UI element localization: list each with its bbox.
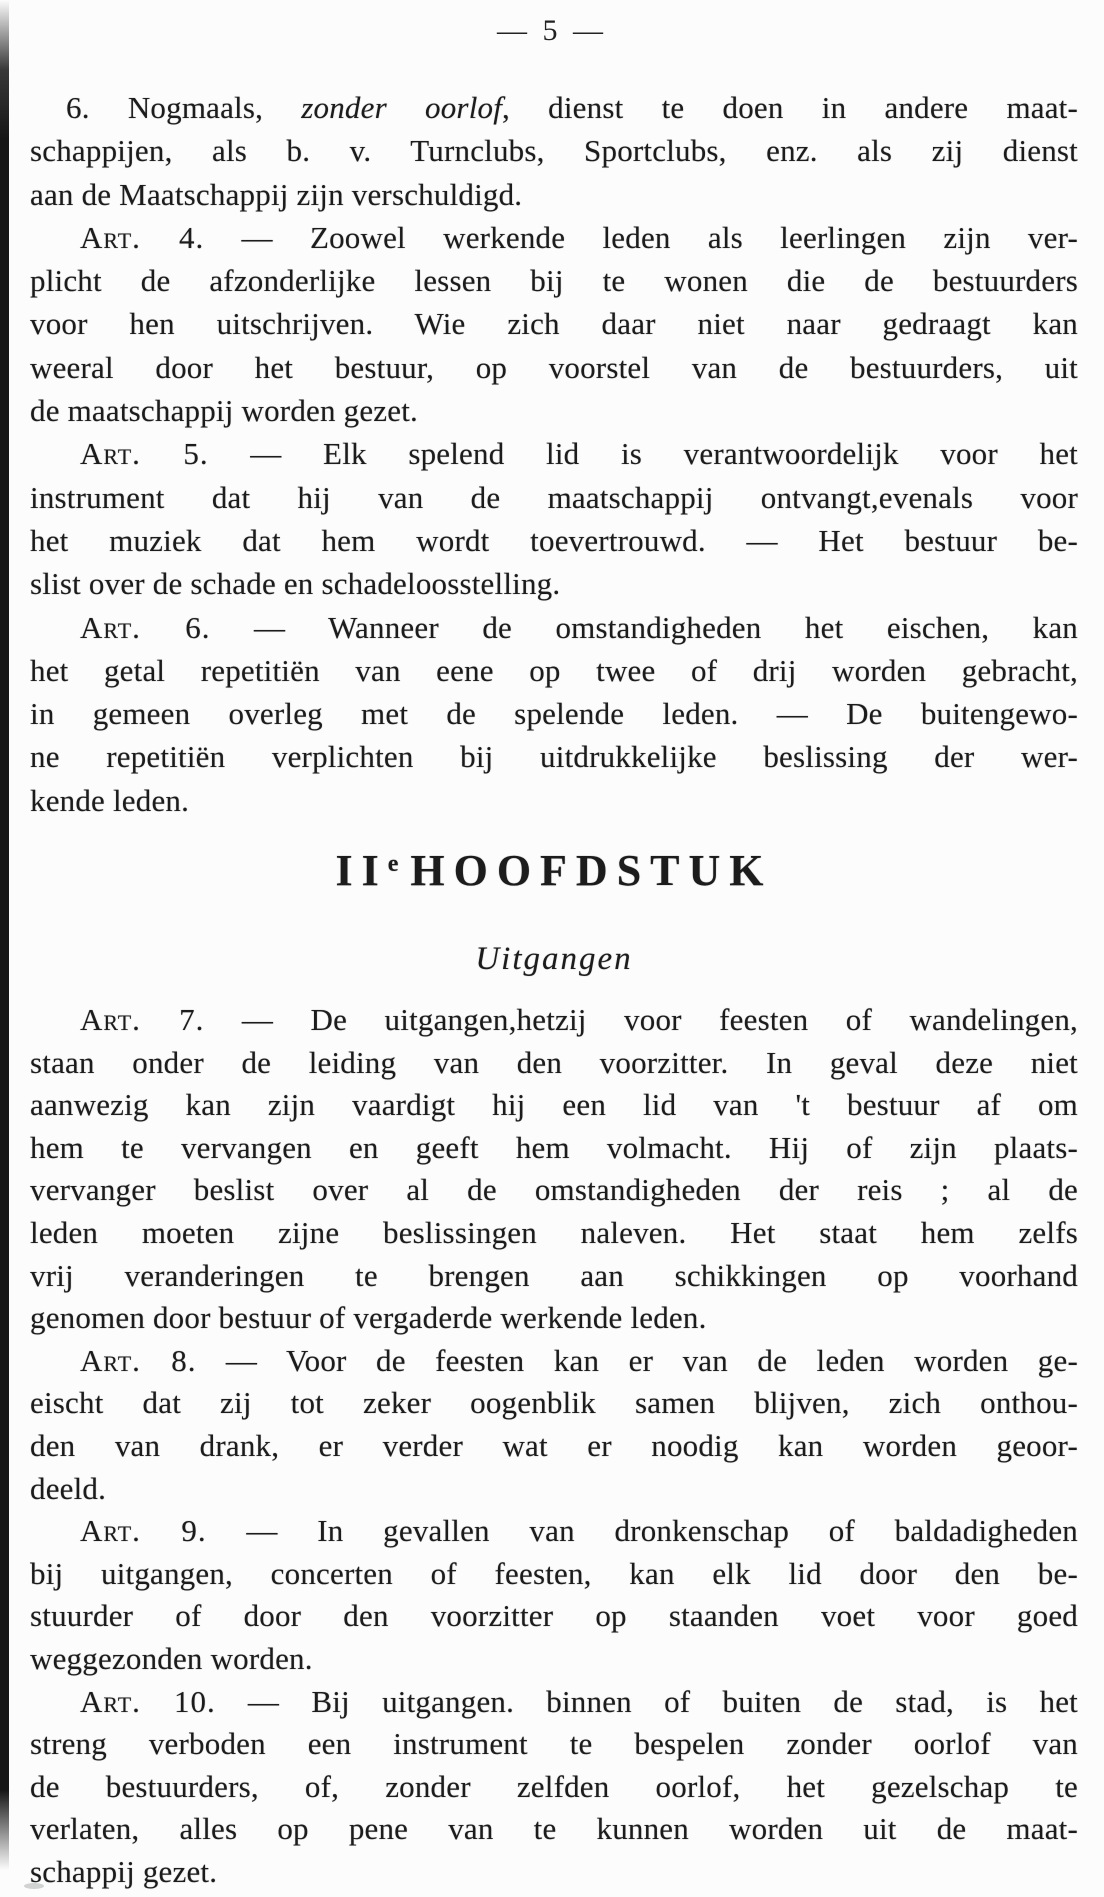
text-line: den van drank, er verder wat er noodig kan worden geoor- — [30, 1427, 1078, 1463]
section-uitgangen — [30, 999, 1078, 1893]
text-line: verlaten, alles op pene van te kunnen worden uit de maat- — [30, 1811, 1078, 1847]
chapter-subtitle: Uitgangen — [475, 941, 633, 978]
text-line: schappijen, als b. v. Turnclubs, Sportclubs, enz. als zij dienst — [30, 133, 1078, 169]
text-line: stuurder of door den voorzitter op staanden voet voor goed — [30, 1598, 1078, 1634]
text-line: plicht de afzonderlijke lessen bij te wonen die de bestuurders — [30, 263, 1078, 299]
text-line: streng verboden een instrument te bespelen zonder oorlof van — [30, 1726, 1078, 1762]
text-line: de maatschappij worden gezet. — [30, 393, 418, 429]
text-line: kende leden. — [30, 782, 190, 818]
paragraph-art-6 — [30, 606, 1078, 822]
text-line: hem te vervangen en geeft hem volmacht. Hij of zijn plaats- — [30, 1129, 1078, 1165]
text-line — [30, 999, 1078, 1042]
article-label: Art. 7. — [80, 1002, 205, 1038]
text-block — [30, 86, 1078, 1894]
text-line — [30, 216, 1078, 259]
chapter-heading — [30, 842, 1078, 896]
article-label: Art. 10. — [80, 1683, 216, 1719]
text-span: — Voor de feesten kan er van de leden worden ge- — [196, 1342, 1078, 1378]
text-line: de bestuurders, of, zonder zelfden oorlof, het gezelschap te — [30, 1768, 1078, 1804]
page-number: — 5 — — [497, 14, 607, 47]
text-line: eischt dat zij tot zeker oogenblik samen blijven, zich onthou- — [30, 1385, 1078, 1421]
text-span: — Elk spelend lid is verantwoordelijk voor het — [208, 436, 1078, 472]
text-line: slist over de schade en schadeloosstelling. — [30, 566, 561, 602]
text-span: 6. Nogmaals, — [66, 90, 302, 125]
text-line — [30, 86, 1078, 129]
text-line — [30, 606, 1078, 649]
text-span: , dienst te doen in andere maat- — [502, 90, 1079, 125]
text-span: — Wanneer de omstandigheden het eischen, kan — [210, 609, 1079, 645]
text-line: aan de Maatschappij zijn verschuldigd. — [30, 176, 523, 212]
italic-phrase: zonder oorlof — [301, 90, 503, 125]
text-line — [30, 1681, 1078, 1724]
article-label: Art. 4. — [80, 219, 205, 255]
text-line: vervanger beslist over al de omstandigheden der reis ; al de — [30, 1172, 1078, 1208]
text-line: voor hen uitschrijven. Wie zich daar niet naar gedraagt kan — [30, 306, 1078, 342]
paragraph-art-8 — [30, 1340, 1078, 1510]
text-line — [30, 1340, 1078, 1383]
text-line: schappij gezet. — [30, 1853, 218, 1889]
text-span: — De uitgangen,hetzij voor feesten of wandelingen, — [204, 1002, 1078, 1038]
text-span: — In gevallen van dronkenschap of baldadigheden — [206, 1513, 1078, 1549]
text-span: — Zoowel werkende leden als leerlingen zijn ver- — [204, 219, 1078, 255]
chapter-numeral: II — [335, 846, 388, 896]
text-line: ne repetitiën verplichten bij uitdrukkelijke beslissing der wer- — [30, 739, 1078, 775]
chapter-ordinal: e — [387, 851, 401, 878]
text-line: bij uitgangen, concerten of feesten, kan elk lid door den be- — [30, 1555, 1078, 1591]
text-line: vrij veranderingen te brengen aan schikkingen op voorhand — [30, 1257, 1078, 1293]
text-span: — Bij uitgangen. binnen of buiten de stad, is het — [215, 1683, 1078, 1719]
chapter-word: HOOFDSTUK — [410, 846, 773, 896]
paragraph-item-6 — [30, 86, 1078, 216]
article-label: Art. 9. — [80, 1513, 207, 1549]
article-label: Art. 8. — [80, 1342, 197, 1378]
text-line: weeral door het bestuur, op voorstel van de bestuurders, uit — [30, 349, 1078, 385]
text-line: staan onder de leiding van den voorzitter. In geval deze niet — [30, 1044, 1078, 1080]
scan-edge-artifact — [0, 0, 9, 1880]
article-label: Art. 5. — [80, 436, 209, 472]
text-line: het muziek dat hem wordt toevertrouwd. — Het bestuur be- — [30, 522, 1078, 558]
text-line: aanwezig kan zijn vaardigt hij een lid van 't bestuur af om — [30, 1087, 1078, 1123]
paragraph-art-9 — [30, 1510, 1078, 1680]
text-line: leden moeten zijne beslissingen naleven. Het staat hem zelfs — [30, 1215, 1078, 1251]
text-line — [30, 1510, 1078, 1553]
paragraph-art-7 — [30, 999, 1078, 1340]
paragraph-art-5 — [30, 432, 1078, 605]
paragraph-art-10 — [30, 1681, 1078, 1894]
text-line: weggezonden worden. — [30, 1640, 313, 1676]
text-line: genomen door bestuur of vergaderde werkende leden. — [30, 1300, 707, 1336]
paragraph-art-4 — [30, 216, 1078, 432]
text-line: in gemeen overleg met de spelende leden. — De buitengewo- — [30, 696, 1078, 732]
text-line: deeld. — [30, 1470, 107, 1506]
text-line: instrument dat hij van de maatschappij ontvangt,evenals voor — [30, 479, 1078, 515]
scan-smudge — [24, 1883, 44, 1889]
text-line: het getal repetitiën van eene op twee of drij worden gebracht, — [30, 652, 1078, 688]
article-label: Art. 6. — [80, 609, 211, 645]
text-line — [30, 432, 1078, 475]
